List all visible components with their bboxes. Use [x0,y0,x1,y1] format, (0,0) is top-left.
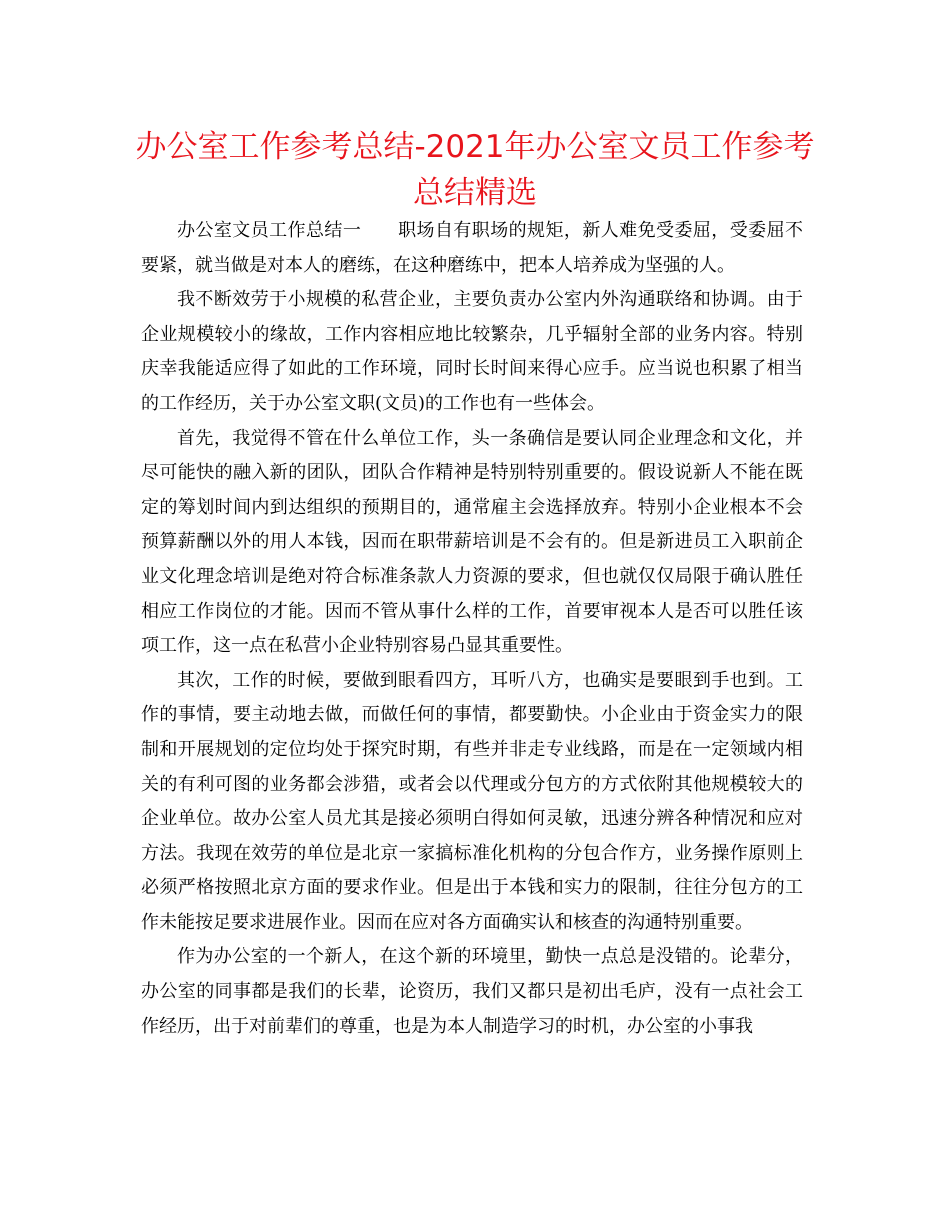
paragraph-1: 办公室文员工作总结一 职场自有职场的规矩，新人难免受委屈，受委屈不要紧，就当做是对本人的磨练，在这种磨练中，把本人培养成为坚强的人。 [141,220,803,276]
paragraph-3: 首先，我觉得不管在什么单位工作，头一条确信是要认同企业理念和文化，并尽可能快的融入新的团队，团队合作精神是特别特别重要的。假设说新人不能在既定的筹划时间内到达组织的预期目的，通常雇主会选择放弃。特别小企业根本不会预算薪酬以外的用人本钱，因而在职带薪培训是不会有的。但是新进员工入职前企业文化理念培训是绝对符合标准条款人力资源的要求，但也就仅仅局限于确认胜任相应工作岗位的才能。因而不管从事什么样的工作，首要审视本人是否可以胜任该项工作，这一点在私营小企业特别容易凸显其重要性。 [141,427,803,657]
paragraph-2: 我不断效劳于小规模的私营企业，主要负责办公室内外沟通联络和协调。由于企业规模较小的缘故，工作内容相应地比较繁杂，几乎辐射全部的业务内容。特别庆幸我能适应得了如此的工作环境，同时长时间来得心应手。应当说也积累了相当的工作经历，关于办公室文职(文员)的工作也有一些体会。 [141,289,803,414]
document-title: 办公室工作参考总结-2021年办公室文员工作参考总结精选 [135,129,815,211]
paragraph-4: 其次，工作的时候，要做到眼看四方，耳听八方，也确实是要眼到手也到。工作的事情，要主动地去做，而做任何的事情，都要勤快。小企业由于资金实力的限制和开展规划的定位均处于探究时期，有些并非走专业线路，而是在一定领域内相关的有利可图的业务都会涉猎，或者会以代理或分包方的方式依附其他规模较大的企业单位。故办公室人员尤其是接必须明白得如何灵敏，迅速分辨各种情况和应对方法。我现在效劳的单位是北京一家搞标准化机构的分包合作方，业务操作原则上必须严格按照北京方面的要求作业。但是出于本钱和实力的限制，往往分包方的工作未能按足要求进展作业。因而在应对各方面确实认和核查的沟通特别重要。 [141,669,803,933]
document-body [141,214,803,1044]
paragraph-5: 作为办公室的一个新人，在这个新的环境里，勤快一点总是没错的。论辈分，办公室的同事都是我们的长辈，论资历，我们又都只是初出毛庐，没有一点社会工作经历，出于对前辈们的尊重，也是为本人制造学习的时机，办公室的小事我 [141,946,803,1037]
